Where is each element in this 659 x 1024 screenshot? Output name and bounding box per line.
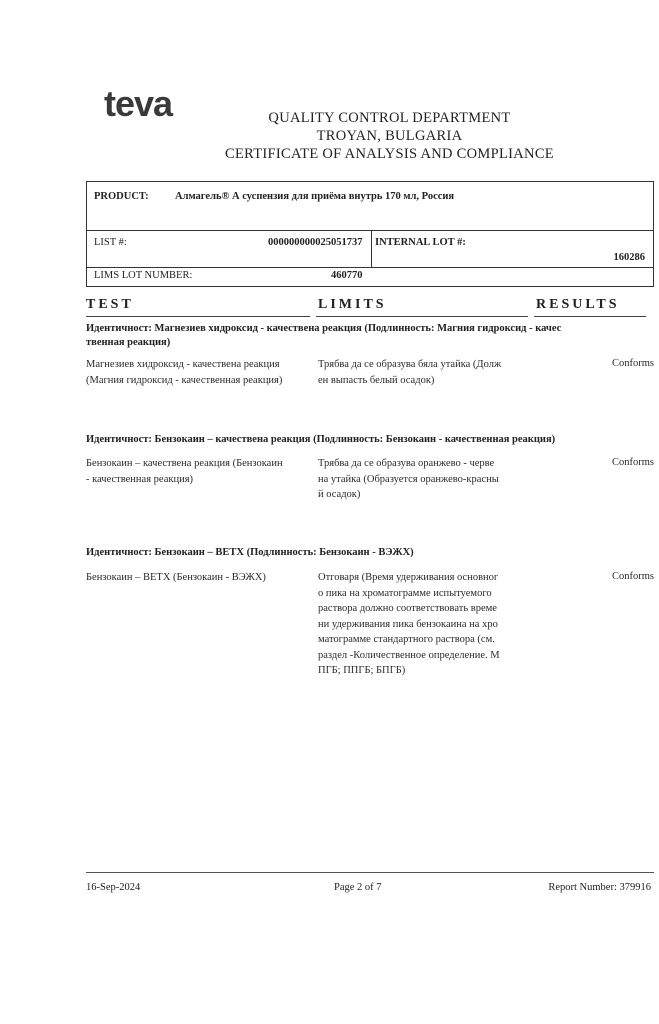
- test-name: [86, 357, 311, 388]
- test-limit-line: ен выпасть белый осадок): [318, 374, 435, 386]
- test-result: Conforms: [612, 358, 654, 369]
- test-name-line: - качественная реакция): [86, 473, 194, 485]
- test-name-line: Магнезиев хидроксид - качествена реакция: [86, 359, 280, 370]
- product-row: [87, 182, 653, 231]
- group-title: [86, 546, 626, 560]
- test-name-line: (Магния гидроксид - качественная реакция): [86, 374, 283, 386]
- column-header-results: RESULTS: [536, 297, 620, 312]
- certificate-title: CERTIFICATE OF ANALYSIS AND COMPLIANCE: [225, 146, 554, 162]
- column-underline-limits: [316, 316, 528, 317]
- test-limit-line: Трябва да се образува оранжево - черве: [318, 458, 495, 469]
- footer-report-number: Report Number: 379916: [548, 882, 651, 893]
- column-header-test: TEST: [86, 297, 134, 312]
- test-limit-line: матограмме стандартного раствора (см.: [318, 634, 495, 645]
- column-underline-results: [534, 316, 646, 317]
- test-limit-line: на утайка (Образуется оранжево-красны: [318, 473, 499, 485]
- location-title: TROYAN, BULGARIA: [316, 128, 463, 144]
- test-name-line: Бензокаин – качествена реакция (Бензокаин: [86, 458, 283, 469]
- test-name: [86, 570, 311, 586]
- test-limit-line: й осадок): [318, 489, 361, 500]
- test-name: [86, 456, 311, 487]
- product-info-box: [86, 181, 654, 287]
- internal-lot-value: 160286: [613, 252, 645, 263]
- test-limit-line: Трябва да се образува бяла утайка (Долж: [318, 359, 502, 370]
- group-title-line: Идентичност: Магнезиев хидроксид - качествена реакция (Подлинность: Магния гидроксид - качес: [86, 323, 562, 334]
- test-limit: [318, 456, 528, 503]
- list-label: LIST #:: [94, 237, 127, 248]
- list-value: 000000000025051737: [268, 237, 363, 248]
- test-name-line: Бензокаин – ВЕТХ (Бензокаин - ВЭЖХ): [86, 572, 266, 583]
- column-underline-test: [86, 316, 310, 317]
- footer-page-number: Page 2 of 7: [334, 882, 382, 893]
- test-result: Conforms: [612, 457, 654, 468]
- group-title: [86, 433, 626, 447]
- group-title-line: твенная реакция): [86, 337, 171, 348]
- lims-row: [87, 268, 653, 286]
- test-limit-line: раздел -Количественное определение. М: [318, 649, 500, 661]
- lims-value: 460770: [331, 270, 363, 281]
- list-row: [87, 231, 653, 268]
- footer-divider: [86, 872, 654, 873]
- product-value: Алмагель® А суспензия для приёма внутрь 170 мл, Россия: [175, 191, 455, 202]
- logo-wordmark: teva: [104, 83, 173, 124]
- department-title: QUALITY CONTROL DEPARTMENT: [268, 110, 511, 126]
- test-limit-line: ни удерживания пика бензокаина на хро: [318, 618, 498, 630]
- product-label: PRODUCT:: [94, 191, 149, 202]
- group-title: [86, 322, 626, 350]
- test-result: Conforms: [612, 571, 654, 582]
- test-limit-line: Отговаря (Время удерживания основног: [318, 572, 499, 583]
- row-divider: [371, 231, 372, 267]
- column-header-limits: LIMITS: [318, 297, 387, 312]
- test-limit-line: о пика на хроматограмме испытуемого: [318, 587, 492, 599]
- test-limit-line: раствора должно соответствовать време: [318, 603, 497, 614]
- group-title-line: Идентичност: Бензокаин – ВЕТХ (Подлинность: Бензокаин - ВЭЖХ): [86, 547, 414, 558]
- internal-lot-label: INTERNAL LOT #:: [375, 237, 466, 248]
- test-limit: [318, 570, 528, 679]
- test-limit: [318, 357, 528, 388]
- group-title-line: Идентичност: Бензокаин – качествена реакция (Подлинность: Бензокаин - качественная реакция): [86, 434, 556, 445]
- test-limit-line: ПГБ; ППГБ; БПГБ): [318, 665, 406, 676]
- footer-date: 16-Sep-2024: [86, 882, 141, 893]
- lims-label: LIMS LOT NUMBER:: [94, 270, 193, 281]
